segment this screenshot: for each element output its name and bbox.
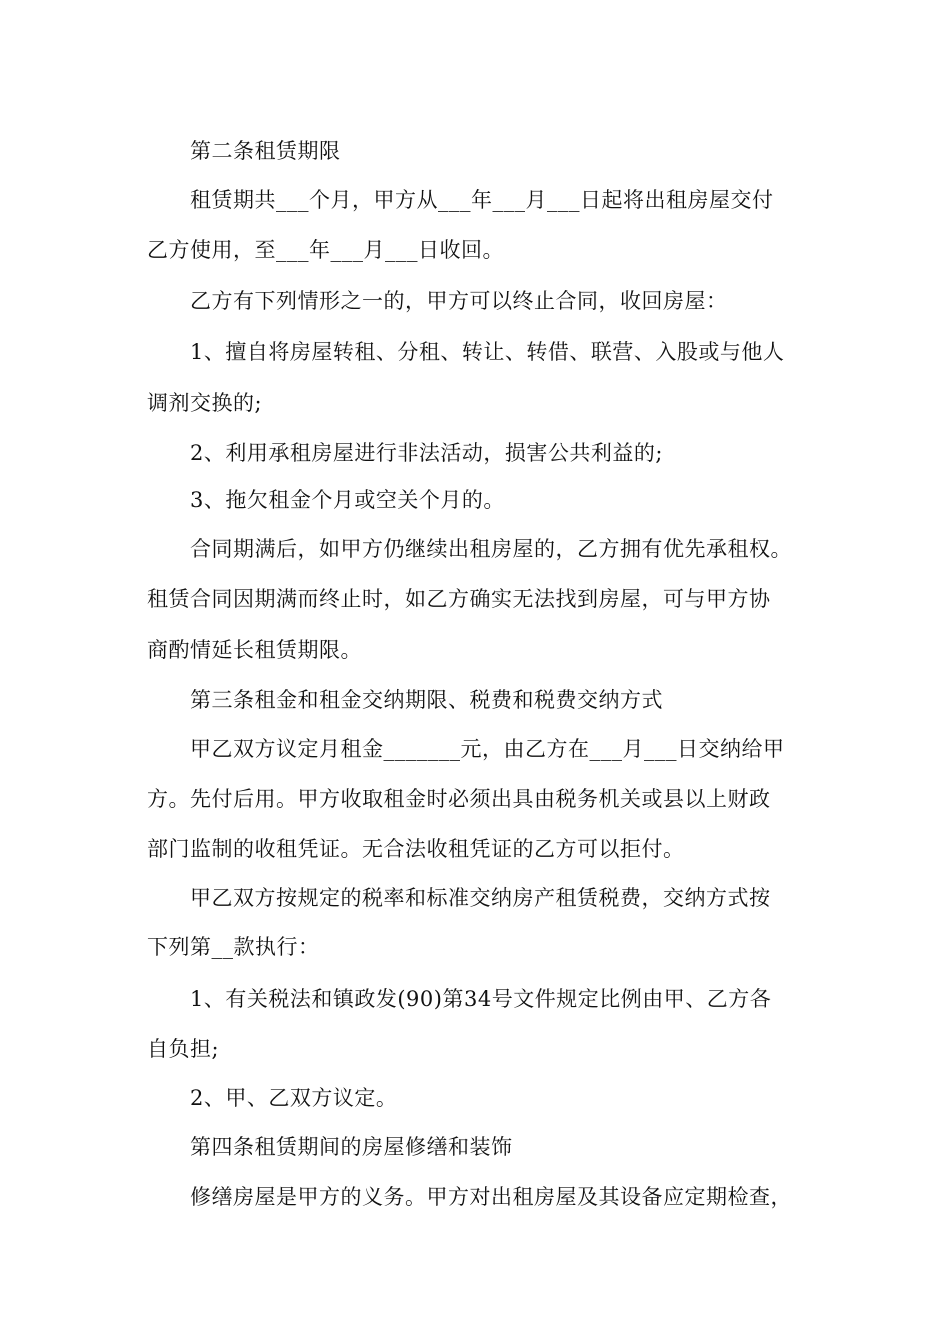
paragraph-line: 甲乙双方按规定的税率和标准交纳房产租赁税费，交纳方式按	[190, 886, 771, 910]
paragraph-line: 乙方有下列情形之一的，甲方可以终止合同，收回房屋：	[190, 289, 728, 313]
paragraph-line: 下列第__款执行：	[147, 935, 320, 959]
tax-item-2: 2、甲、乙双方议定。	[190, 1086, 398, 1110]
list-item-1: 1、擅自将房屋转租、分租、转让、转借、联营、入股或与他人	[190, 340, 785, 364]
tax-item-1-cont: 自负担;	[147, 1037, 220, 1061]
paragraph-line: 合同期满后，如甲方仍继续出租房屋的，乙方拥有优先承租权。	[190, 537, 792, 561]
tax-item-1: 1、有关税法和镇政发(90)第34号文件规定比例由甲、乙方各	[190, 987, 772, 1011]
paragraph-line: 租赁合同因期满而终止时，如乙方确实无法找到房屋，可与甲方协	[147, 587, 771, 611]
article-4-heading: 第四条租赁期间的房屋修缮和装饰	[190, 1135, 513, 1159]
paragraph-line: 方。先付后用。甲方收取租金时必须出具由税务机关或县以上财政	[147, 787, 771, 811]
paragraph-line: 甲乙双方议定月租金_______元，由乙方在___月___日交纳给甲	[190, 737, 785, 761]
list-item-3: 3、拖欠租金个月或空关个月的。	[190, 488, 505, 512]
paragraph-line: 商酌情延长租赁期限。	[147, 638, 362, 662]
article-2-heading: 第二条租赁期限	[190, 139, 341, 163]
article-3-heading: 第三条租金和租金交纳期限、税费和税费交纳方式	[190, 688, 663, 712]
paragraph-line: 修缮房屋是甲方的义务。甲方对出租房屋及其设备应定期检查，	[190, 1185, 792, 1209]
paragraph-line: 乙方使用，至___年___月___日收回。	[147, 238, 504, 262]
paragraph-line: 部门监制的收租凭证。无合法收租凭证的乙方可以拒付。	[147, 837, 685, 861]
list-item-1-cont: 调剂交换的;	[147, 391, 263, 415]
paragraph-line: 租赁期共___个月，甲方从___年___月___日起将出租房屋交付	[190, 188, 774, 212]
list-item-2: 2、利用承租房屋进行非法活动，损害公共利益的;	[190, 441, 663, 465]
